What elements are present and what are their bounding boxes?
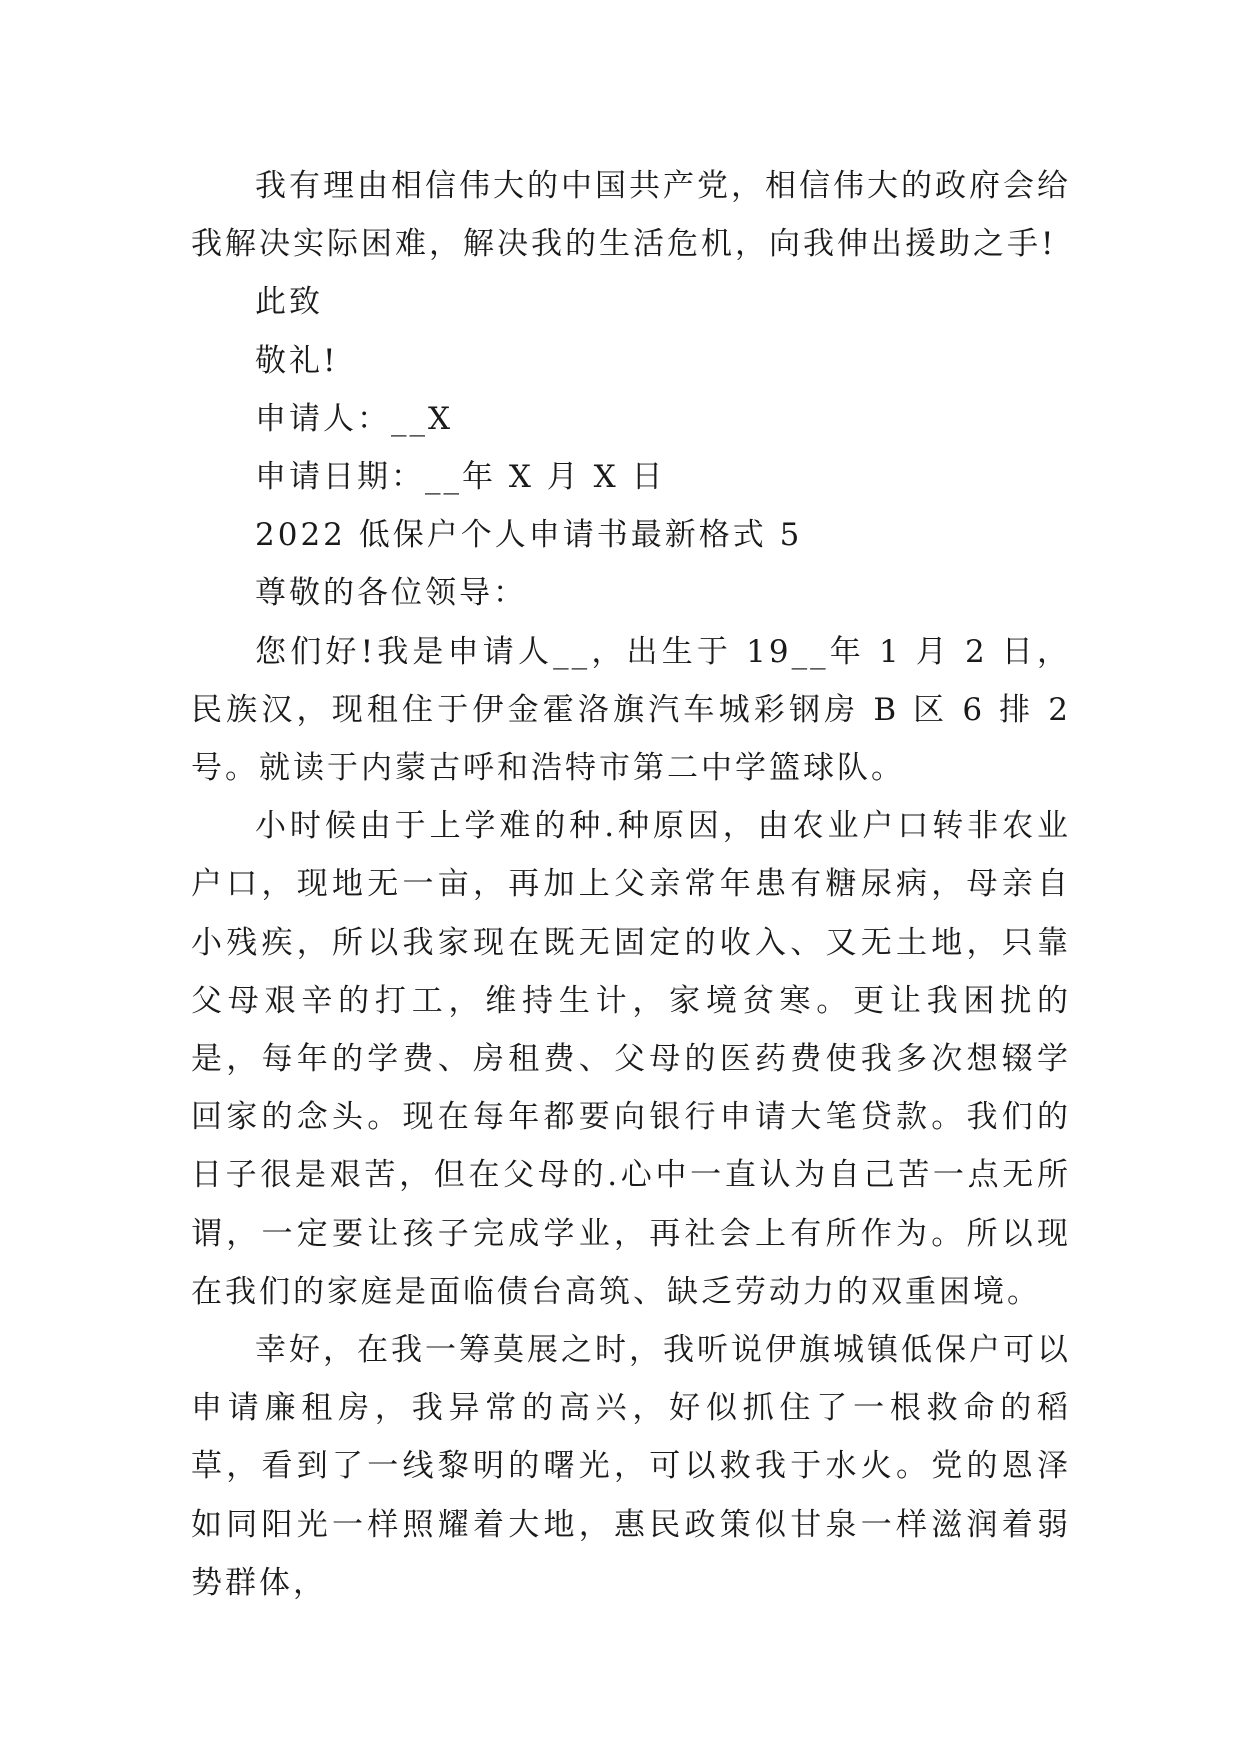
salutation-cizhi: 此致 bbox=[255, 284, 323, 321]
closing-paragraph: 我有理由相信伟大的中国共产党，相信伟大的政府会给我解决实际困难，解决我的生活危机，向我伸出援助之手! bbox=[191, 168, 1071, 263]
salutation-jingli: 敬礼! bbox=[255, 342, 339, 379]
intro-paragraph: 您们好!我是申请人__，出生于 19__年 1 月 2 日，民族汉，现租住于伊金霍洛旗汽车城彩钢房 B 区 6 排 2 号。就读于内蒙古呼和浩特市第二中学篮球队。 bbox=[191, 633, 1071, 787]
application-date-line: 申请日期：__年 X 月 X 日 bbox=[255, 459, 666, 496]
document-body bbox=[191, 157, 1071, 1612]
section-title: 2022 低保户个人申请书最新格式 5 bbox=[255, 517, 803, 554]
applicant-line: 申请人：__X bbox=[255, 400, 454, 437]
hope-paragraph: 幸好，在我一筹莫展之时，我听说伊旗城镇低保户可以申请廉租房，我异常的高兴，好似抓住了一根救命的稻草，看到了一线黎明的曙光，可以救我于水火。党的恩泽如同阳光一样照耀着大地，惠民政策似甘泉一样滋润着弱势群体， bbox=[191, 1332, 1071, 1601]
greeting-line: 尊敬的各位领导： bbox=[255, 575, 527, 612]
hardship-paragraph: 小时候由于上学难的种.种原因，由农业户口转非农业户口，现地无一亩，再加上父亲常年患有糖尿病，母亲自小残疾，所以我家现在既无固定的收入、又无土地，只靠父母艰辛的打工，维持生计，家境贫寒。更让我困扰的是，每年的学费、房租费、父母的医药费使我多次想辍学回家的念头。现在每年都要向银行申请大笔贷款。我们的日子很是艰苦，但在父母的.心中一直认为自己苦一点无所谓，一定要让孩子完成学业，再社会上有所作为。所以现在我们的家庭是面临债台高筑、缺乏劳动力的双重困境。 bbox=[191, 808, 1071, 1310]
